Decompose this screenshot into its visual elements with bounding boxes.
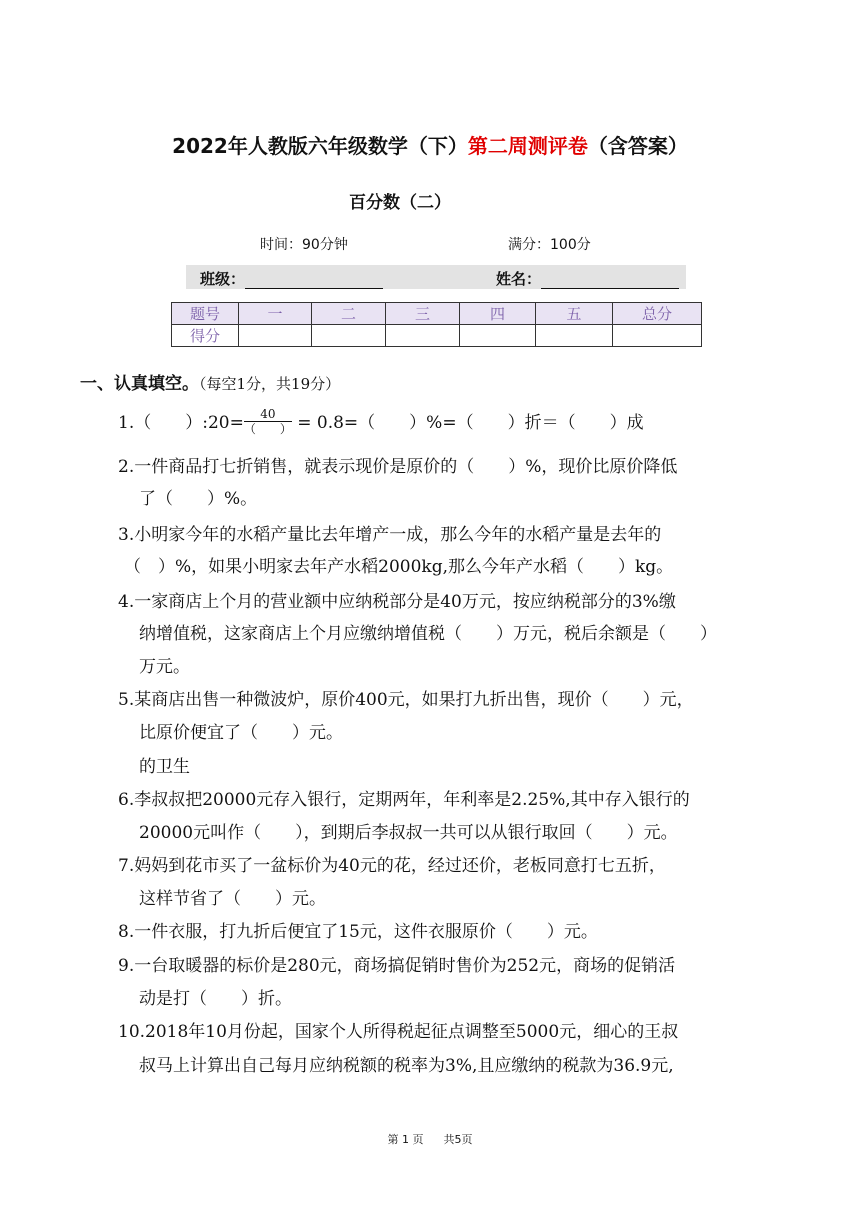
question-2-line-1: 2.一件商品打七折销售，就表示现价是原价的（ ）%，现价比原价降低 [118, 457, 678, 477]
fraction-denominator: （ ） [243, 422, 292, 436]
score-table-header-cell: 总分 [613, 303, 702, 325]
score-cell[interactable] [239, 325, 312, 347]
question-5-line-2: 比原价便宜了（ ）元。 [139, 723, 343, 743]
score-cell[interactable] [312, 325, 386, 347]
question-10-line-2: 叔马上计算出自己每月应纳税额的税率为3%,且应缴纳的税款为36.9元, [139, 1056, 674, 1076]
score-cell[interactable] [386, 325, 460, 347]
name-label: 姓名： [496, 270, 542, 288]
question-4-line-2: 纳增值税，这家商店上个月应缴纳增值税（ ）万元，税后余额是（ ） [139, 624, 717, 644]
question-2-line-2: 了（ ）%。 [139, 489, 258, 509]
section-title: 一、认真填空。 [80, 374, 199, 394]
question-5-line-3: 的卫生 [139, 757, 190, 777]
document-title [0, 130, 860, 159]
page-footer [0, 1131, 860, 1147]
score-table-header-row [172, 303, 702, 325]
score-table-header-cell: 题号 [172, 303, 239, 325]
question-5-line-1: 5.某商店出售一种微波炉，原价400元，如果打九折出售，现价（ ）元， [118, 690, 694, 710]
section-note: （每空1分，共19分） [199, 375, 341, 393]
title-prefix: 2022年人教版六年级数学（下） [172, 134, 468, 158]
class-field [200, 268, 383, 289]
question-3-line-2: （ ）%，如果小明家去年产水稻2000kg,那么今年产水稻（ ）kg。 [124, 557, 674, 577]
question-10-line-1: 10.2018年10月份起，国家个人所得税起征点调整至5000元，细心的王叔 [118, 1022, 679, 1042]
exam-time: 时间：90分钟 [260, 237, 348, 253]
score-table [171, 302, 702, 347]
class-blank[interactable] [245, 273, 383, 289]
exam-full-score: 满分：100分 [508, 237, 591, 253]
score-table-header-cell: 二 [312, 303, 386, 325]
title-suffix: （含答案） [587, 134, 688, 158]
document-subtitle: 百分数（二） [349, 193, 451, 213]
question-1 [118, 408, 644, 439]
question-6-line-1: 6.李叔叔把20000元存入银行，定期两年，年利率是2.25%,其中存入银行的 [118, 790, 690, 810]
title-highlight: 第二周测评卷 [467, 134, 588, 158]
score-cell[interactable] [613, 325, 702, 347]
section-heading [80, 369, 340, 394]
fraction-numerator: 40 [244, 407, 292, 422]
score-table-header-cell: 三 [386, 303, 460, 325]
score-table-header-cell: 四 [460, 303, 536, 325]
name-blank[interactable] [541, 273, 679, 289]
score-cell[interactable] [460, 325, 536, 347]
question-6-line-2: 20000元叫作（ ），到期后李叔叔一共可以从银行取回（ ）元。 [139, 823, 678, 843]
score-row-label: 得分 [172, 325, 239, 347]
question-3-line-1: 3.小明家今年的水稻产量比去年增产一成，那么今年的水稻产量是去年的 [118, 525, 662, 545]
page-total: 共5页 [443, 1133, 473, 1146]
score-table-header-cell: 一 [239, 303, 312, 325]
score-table-header-cell: 五 [536, 303, 613, 325]
class-label: 班级： [200, 270, 246, 288]
name-field [496, 268, 679, 289]
question-7-line-2: 这样节省了（ ）元。 [139, 889, 326, 909]
question-1-fraction [244, 407, 292, 436]
page-number: 第 1 页 [387, 1133, 424, 1146]
question-1-part-a: 1.（ ）:20= [118, 413, 244, 433]
question-7-line-1: 7.妈妈到花市买了一盆标价为40元的花，经过还价，老板同意打七五折， [118, 856, 666, 876]
question-8-line-1: 8.一件衣服，打九折后便宜了15元，这件衣服原价（ ）元。 [118, 922, 598, 942]
score-cell[interactable] [536, 325, 613, 347]
question-4-line-3: 万元。 [139, 657, 190, 677]
question-1-part-b: = 0.8=（ ）%=（ ）折＝（ ）成 [291, 413, 644, 433]
score-table-score-row [172, 325, 702, 347]
student-info-bar [186, 265, 686, 289]
question-9-line-1: 9.一台取暖器的标价是280元，商场搞促销时售价为252元，商场的促销活 [118, 956, 676, 976]
question-9-line-2: 动是打（ ）折。 [139, 989, 292, 1009]
question-4-line-1: 4.一家商店上个月的营业额中应纳税部分是40万元，按应纳税部分的3%缴 [118, 592, 676, 612]
